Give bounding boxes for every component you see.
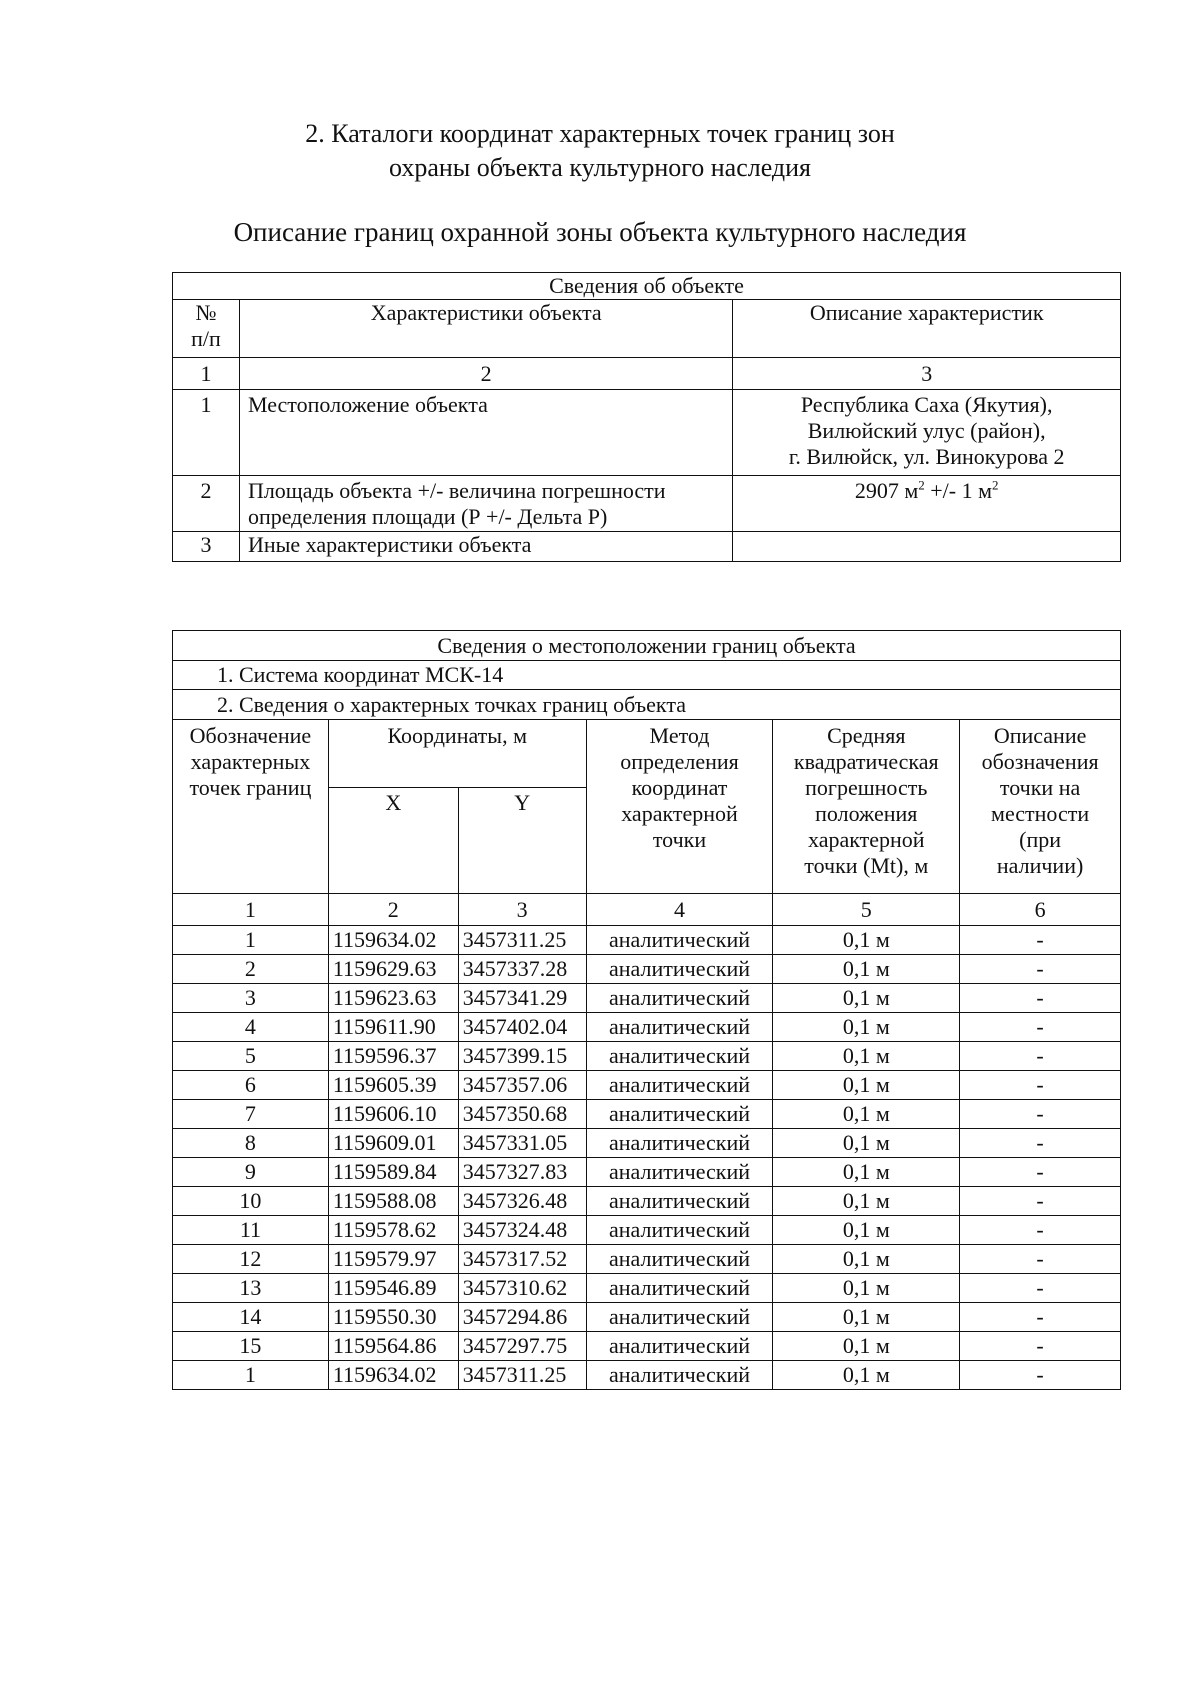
table-row <box>173 955 1121 984</box>
area-tolerance: +/- 1 м <box>924 478 993 503</box>
area-value-cell <box>733 476 1121 532</box>
header-x: X <box>328 788 458 894</box>
point-id: 14 <box>173 1303 329 1332</box>
point-id: 7 <box>173 1100 329 1129</box>
coord-y: 3457324.48 <box>458 1216 586 1245</box>
coord-y: 3457327.83 <box>458 1158 586 1187</box>
header-num: № п/п <box>173 300 240 358</box>
coord-x: 1159546.89 <box>328 1274 458 1303</box>
method: аналитический <box>586 1216 773 1245</box>
coord-x: 1159629.63 <box>328 955 458 984</box>
coord-y: 3457311.25 <box>458 1361 586 1390</box>
table-row <box>173 1100 1121 1129</box>
point-id: 8 <box>173 1129 329 1158</box>
method: аналитический <box>586 1245 773 1274</box>
header-description: Описание характеристик <box>733 300 1121 358</box>
coord-x: 1159634.02 <box>328 926 458 955</box>
method: аналитический <box>586 1013 773 1042</box>
area-value: 2907 м <box>854 478 919 503</box>
mean-error: 0,1 м <box>773 1274 960 1303</box>
index-cell: 5 <box>773 894 960 926</box>
coord-y: 3457331.05 <box>458 1129 586 1158</box>
header-coords: Координаты, м <box>328 720 586 788</box>
row-num: 3 <box>173 532 240 562</box>
coord-y: 3457341.29 <box>458 984 586 1013</box>
mean-error: 0,1 м <box>773 1332 960 1361</box>
index-cell: 4 <box>586 894 773 926</box>
point-id: 1 <box>173 926 329 955</box>
coord-y: 3457297.75 <box>458 1332 586 1361</box>
header-point: Обозначение характерных точек границ <box>173 720 329 894</box>
point-id: 13 <box>173 1274 329 1303</box>
coord-x: 1159579.97 <box>328 1245 458 1274</box>
mean-error: 0,1 м <box>773 1187 960 1216</box>
header-desc: Описание обозначения точки на местности (при наличии) <box>960 720 1121 894</box>
method: аналитический <box>586 984 773 1013</box>
method: аналитический <box>586 1129 773 1158</box>
mean-error: 0,1 м <box>773 1042 960 1071</box>
point-description: - <box>960 926 1121 955</box>
coord-x: 1159611.90 <box>328 1013 458 1042</box>
method: аналитический <box>586 1187 773 1216</box>
point-id: 12 <box>173 1245 329 1274</box>
table-row <box>173 1071 1121 1100</box>
index-cell: 2 <box>328 894 458 926</box>
coord-x: 1159606.10 <box>328 1100 458 1129</box>
table-row <box>173 1216 1121 1245</box>
point-id: 4 <box>173 1013 329 1042</box>
header-characteristic: Характеристики объекта <box>239 300 732 358</box>
method: аналитический <box>586 1361 773 1390</box>
coord-y: 3457317.52 <box>458 1245 586 1274</box>
method: аналитический <box>586 1303 773 1332</box>
point-id: 2 <box>173 955 329 984</box>
point-description: - <box>960 1158 1121 1187</box>
document-title-line1: 2. Каталоги координат характерных точек границ зон <box>305 119 895 148</box>
row-num: 1 <box>173 390 240 476</box>
coord-y: 3457337.28 <box>458 955 586 984</box>
coord-x: 1159605.39 <box>328 1071 458 1100</box>
point-id: 11 <box>173 1216 329 1245</box>
coord-x: 1159634.02 <box>328 1361 458 1390</box>
table-row <box>173 984 1121 1013</box>
point-description: - <box>960 1303 1121 1332</box>
coord-x: 1159623.63 <box>328 984 458 1013</box>
coord-x: 1159588.08 <box>328 1187 458 1216</box>
section-subtitle: Описание границ охранной зоны объекта культурного наследия <box>233 217 967 247</box>
points-info-line: 2. Сведения о характерных точках границ объекта <box>173 690 1121 720</box>
location-table-caption: Сведения о местоположении границ объекта <box>173 631 1121 661</box>
table-row <box>173 1332 1121 1361</box>
mean-error: 0,1 м <box>773 1013 960 1042</box>
point-description: - <box>960 1187 1121 1216</box>
tolerance-unit-exponent: 2 <box>992 477 999 493</box>
coord-y: 3457357.06 <box>458 1071 586 1100</box>
coord-x: 1159564.86 <box>328 1332 458 1361</box>
method: аналитический <box>586 955 773 984</box>
header-error: Средняя квадратическая погрешность положения характерной точки (Mt), м <box>773 720 960 894</box>
object-info-table <box>172 272 1121 562</box>
point-id: 6 <box>173 1071 329 1100</box>
index-cell: 1 <box>173 358 240 390</box>
method: аналитический <box>586 1332 773 1361</box>
coord-y: 3457350.68 <box>458 1100 586 1129</box>
point-description: - <box>960 1245 1121 1274</box>
method: аналитический <box>586 1042 773 1071</box>
coord-x: 1159596.37 <box>328 1042 458 1071</box>
boundary-points-table <box>172 630 1121 1390</box>
row-characteristic: Площадь объекта +/- величина погрешности определения площади (Р +/- Дельта Р) <box>239 476 732 532</box>
mean-error: 0,1 м <box>773 1245 960 1274</box>
point-description: - <box>960 1071 1121 1100</box>
coord-y: 3457311.25 <box>458 926 586 955</box>
coord-y: 3457402.04 <box>458 1013 586 1042</box>
point-description: - <box>960 1332 1121 1361</box>
point-description: - <box>960 1042 1121 1071</box>
table-row <box>173 926 1121 955</box>
mean-error: 0,1 м <box>773 1361 960 1390</box>
mean-error: 0,1 м <box>773 1129 960 1158</box>
coord-y: 3457310.62 <box>458 1274 586 1303</box>
row-description <box>733 532 1121 562</box>
method: аналитический <box>586 1158 773 1187</box>
point-description: - <box>960 1100 1121 1129</box>
coord-x: 1159609.01 <box>328 1129 458 1158</box>
mean-error: 0,1 м <box>773 955 960 984</box>
point-id: 15 <box>173 1332 329 1361</box>
mean-error: 0,1 м <box>773 1100 960 1129</box>
point-description: - <box>960 984 1121 1013</box>
table-row <box>173 1303 1121 1332</box>
mean-error: 0,1 м <box>773 926 960 955</box>
coord-x: 1159589.84 <box>328 1158 458 1187</box>
index-cell: 3 <box>733 358 1121 390</box>
table-row <box>173 1129 1121 1158</box>
point-description: - <box>960 1129 1121 1158</box>
row-description: Республика Саха (Якутия), Вилюйский улус (район), г. Вилюйск, ул. Винокурова 2 <box>733 390 1121 476</box>
point-id: 1 <box>173 1361 329 1390</box>
point-description: - <box>960 1216 1121 1245</box>
object-table-caption: Сведения об объекте <box>173 273 1121 300</box>
document-title-line2: охраны объекта культурного наследия <box>388 153 812 182</box>
index-cell: 3 <box>458 894 586 926</box>
index-cell: 6 <box>960 894 1121 926</box>
point-id: 10 <box>173 1187 329 1216</box>
coordinate-system-line: 1. Система координат МСК-14 <box>173 661 1121 690</box>
header-method: Метод определения координат характерной точки <box>586 720 773 894</box>
coord-y: 3457399.15 <box>458 1042 586 1071</box>
coord-x: 1159578.62 <box>328 1216 458 1245</box>
method: аналитический <box>586 1274 773 1303</box>
point-id: 3 <box>173 984 329 1013</box>
table-row <box>173 1042 1121 1071</box>
point-description: - <box>960 1274 1121 1303</box>
table-row <box>173 1187 1121 1216</box>
table-row <box>173 1245 1121 1274</box>
method: аналитический <box>586 1100 773 1129</box>
point-id: 5 <box>173 1042 329 1071</box>
point-description: - <box>960 1361 1121 1390</box>
mean-error: 0,1 м <box>773 1071 960 1100</box>
point-description: - <box>960 1013 1121 1042</box>
mean-error: 0,1 м <box>773 984 960 1013</box>
method: аналитический <box>586 926 773 955</box>
coord-y: 3457326.48 <box>458 1187 586 1216</box>
mean-error: 0,1 м <box>773 1216 960 1245</box>
coord-y: 3457294.86 <box>458 1303 586 1332</box>
index-cell: 1 <box>173 894 329 926</box>
point-id: 9 <box>173 1158 329 1187</box>
area-unit-exponent: 2 <box>918 477 925 493</box>
mean-error: 0,1 м <box>773 1303 960 1332</box>
index-cell: 2 <box>239 358 732 390</box>
row-characteristic: Местоположение объекта <box>239 390 732 476</box>
row-num: 2 <box>173 476 240 532</box>
point-description: - <box>960 955 1121 984</box>
table-row <box>173 1361 1121 1390</box>
coord-x: 1159550.30 <box>328 1303 458 1332</box>
row-characteristic: Иные характеристики объекта <box>239 532 732 562</box>
mean-error: 0,1 м <box>773 1158 960 1187</box>
header-y: Y <box>458 788 586 894</box>
method: аналитический <box>586 1071 773 1100</box>
table-row <box>173 1158 1121 1187</box>
table-row <box>173 1013 1121 1042</box>
table-row <box>173 1274 1121 1303</box>
